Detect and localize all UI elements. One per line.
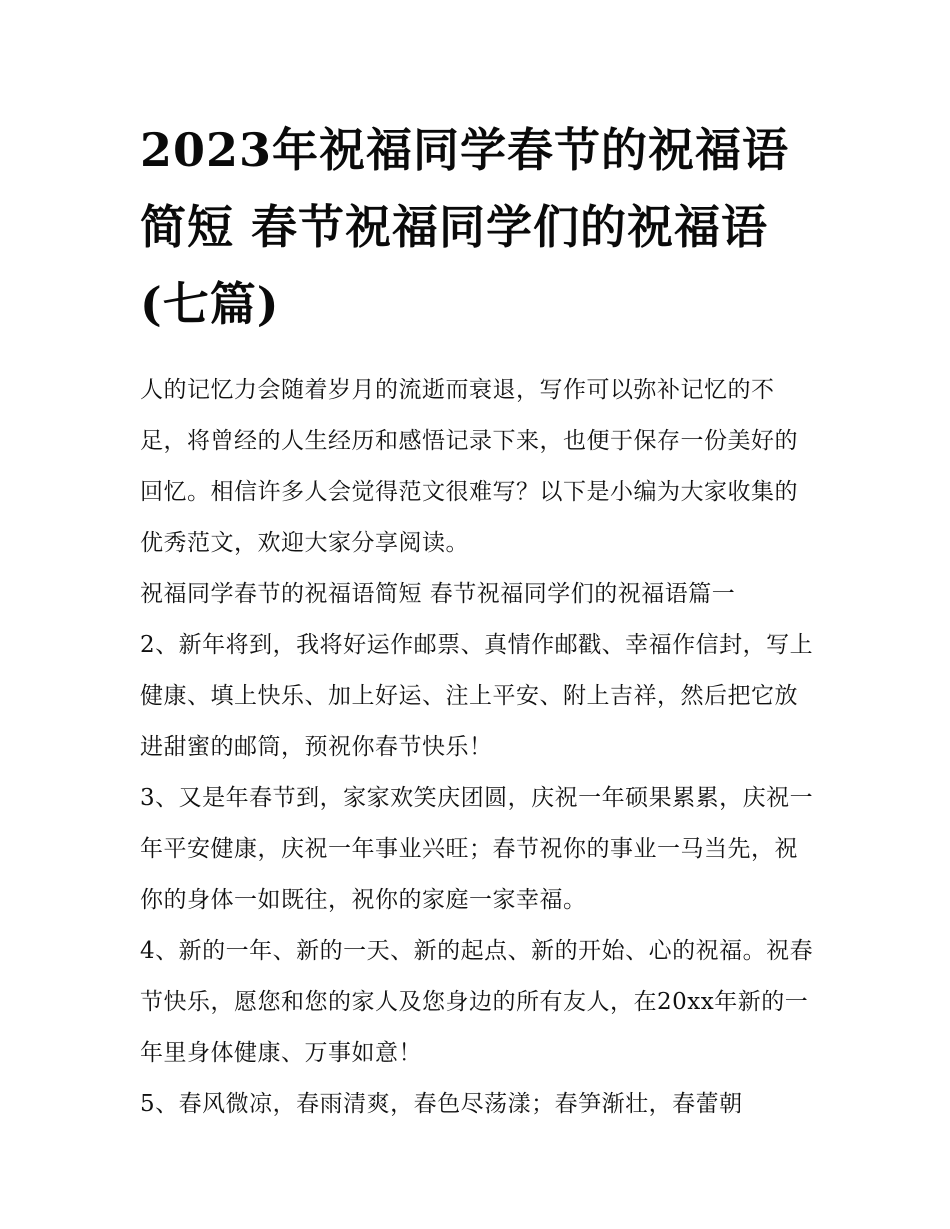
intro-paragraph: 人的记忆力会随着岁月的流逝而衰退，写作可以弥补记忆的不足，将曾经的人生经历和感悟记录下来，也便于保存一份美好的回忆。相信许多人会觉得范文很难写？以下是小编为大家收集的优秀范文，欢迎大家分享阅读。	[140, 377, 798, 556]
document-title: 2023年祝福同学春节的祝福语简短 春节祝福同学们的祝福语(七篇)	[140, 123, 790, 331]
section-heading: 祝福同学春节的祝福语简短 春节祝福同学们的祝福语篇一	[140, 581, 736, 607]
list-item: 4、新的一年、新的一天、新的起点、新的开始、心的祝福。祝春节快乐，愿您和您的家人及您身边的所有友人，在20xx年新的一年里身体健康、万事如意！	[140, 938, 814, 1066]
list-item: 3、又是年春节到，家家欢笑庆团圆，庆祝一年硕果累累，庆祝一年平安健康，庆祝一年事业兴旺；春节祝你的事业一马当先，祝你的身体一如既往，祝你的家庭一家幸福。	[140, 785, 814, 913]
list-item: 2、新年将到，我将好运作邮票、真情作邮戳、幸福作信封，写上健康、填上快乐、加上好运、注上平安、附上吉祥，然后把它放进甜蜜的邮筒，预祝你春节快乐！	[140, 632, 814, 760]
list-item: 5、春风微凉，春雨清爽，春色尽荡漾；春笋渐壮，春蕾朝	[140, 1091, 743, 1117]
document-body	[140, 112, 820, 1130]
